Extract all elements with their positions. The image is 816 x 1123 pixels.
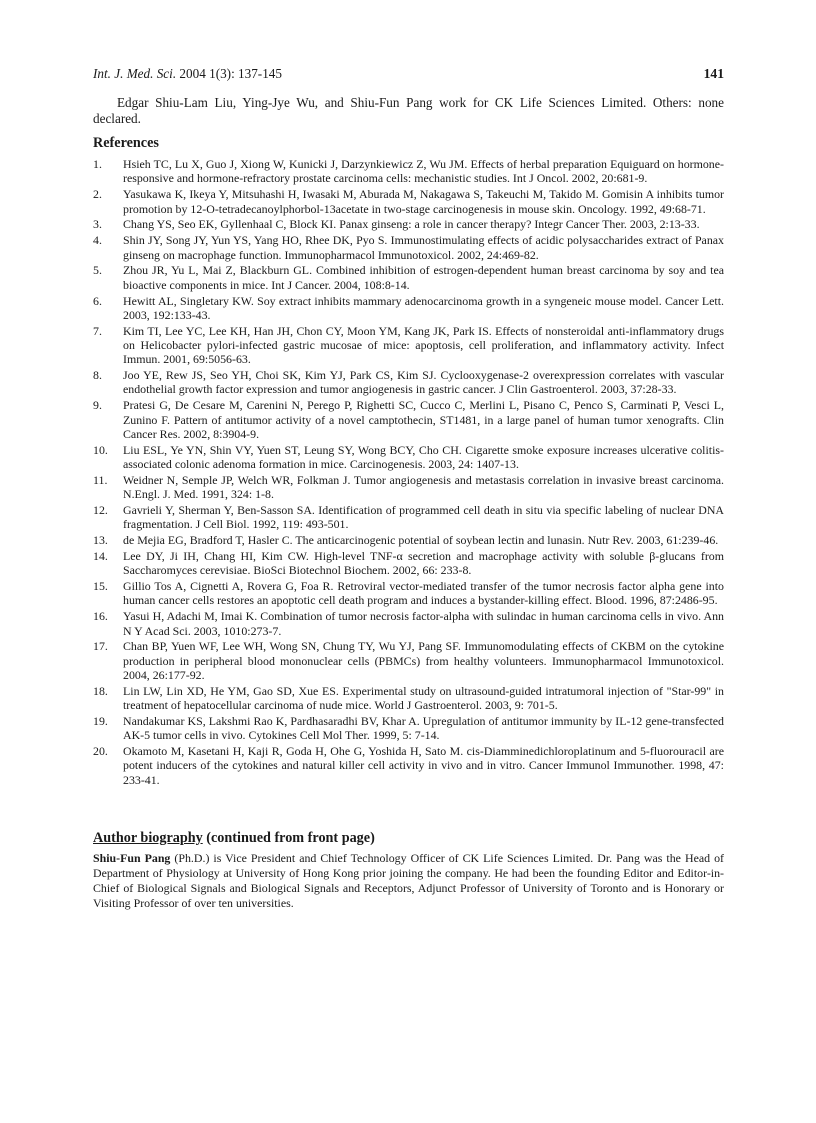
reference-item: [93, 684, 724, 713]
reference-text: Gillio Tos A, Cignetti A, Rovera G, Foa R. Retroviral vector-mediated transfer of the tumor necrosis factor alpha gene into human cancer cells restores an apoptotic cell death program and induces a bystander-killing effect. Blood. 1996, 87:2486-95.: [123, 579, 724, 608]
biography-heading-sub: (continued from front page): [202, 830, 375, 847]
page: [93, 66, 724, 911]
reference-item: [93, 187, 724, 216]
reference-list: [93, 157, 724, 787]
reference-number: 1.: [93, 157, 102, 172]
reference-item: [93, 609, 724, 638]
reference-item: [93, 744, 724, 787]
reference-text: Yasukawa K, Ikeya Y, Mitsuhashi H, Iwasaki M, Aburada M, Nakagawa S, Takeuchi M, Takido M. Gomisin A inhibits tumor promotion by 12-O-tetradecanoylphorbol-13acetate in two-stage carcinogenesis in mouse skin. Oncology. 1992, 49:68-71.: [123, 187, 724, 216]
references-heading: References: [93, 135, 159, 152]
reference-number: 6.: [93, 293, 102, 308]
reference-number: 16.: [93, 609, 108, 624]
volume-issue-pages: 2004 1(3): 137-145: [179, 66, 282, 81]
reference-item: [93, 398, 724, 441]
reference-number: 12.: [93, 503, 108, 518]
reference-number: 2.: [93, 187, 102, 202]
reference-item: [93, 714, 724, 743]
reference-item: [93, 639, 724, 682]
reference-text: Yasui H, Adachi M, Imai K. Combination of tumor necrosis factor-alpha with sulindac in human carcinoma cells in vivo. Ann N Y Acad Sci. 2003, 1010:273-7.: [123, 609, 724, 638]
reference-number: 10.: [93, 442, 108, 457]
reference-number: 13.: [93, 533, 108, 548]
running-header: [93, 66, 724, 86]
biography-heading: [93, 830, 724, 847]
reference-item: [93, 503, 724, 532]
reference-text: Pratesi G, De Cesare M, Carenini N, Perego P, Righetti SC, Cucco C, Merlini L, Pisano C, Penco S, Carminati P, Vesci L, Zunino F. Pattern of antitumor activity of a novel camptothecin, ST1481, in a large panel of human tumor xenografts. Clin Cancer Res. 2002, 8:3904-9.: [123, 398, 724, 441]
reference-item: [93, 294, 724, 323]
reference-text: Okamoto M, Kasetani H, Kaji R, Goda H, Ohe G, Yoshida H, Sato M. cis-Diamminedichloroplatinum and 5-fluorouracil are potent inducers of the cytokines and natural killer cell activity in vivo and in vitro. Cancer Immunol Immunother. 1998, 47: 233-41.: [123, 744, 724, 787]
reference-item: [93, 579, 724, 608]
reference-text: Chan BP, Yuen WF, Lee WH, Wong SN, Chung TY, Wu YJ, Pang SF. Immunomodulating effects of CKBM on the cytokine production in peripheral blood mononuclear cells (PBMCs) from healthy volunteers. Immunopharmacol Immunotoxicol. 2004, 26:177-92.: [123, 639, 724, 683]
reference-text: de Mejia EG, Bradford T, Hasler C. The anticarcinogenic potential of soybean lectin and lunasin. Nutr Rev. 2003, 61:239-46.: [123, 533, 719, 548]
reference-text: Chang YS, Seo EK, Gyllenhaal C, Block KI. Panax ginseng: a role in cancer therapy? Integr Cancer Ther. 2003, 2:13-33.: [123, 217, 700, 232]
reference-text: Weidner N, Semple JP, Welch WR, Folkman J. Tumor angiogenesis and metastasis correlation in invasive breast carcinoma. N.Engl. J. Med. 1991, 324: 1-8.: [123, 472, 724, 502]
reference-text: Lin LW, Lin XD, He YM, Gao SD, Xue ES. Experimental study on ultrasound-guided intratumoral injection of "Star-99" in treatment of hepatocellular carcinoma of nude mice. World J Gastroenterol. 2003, 9: 701-5.: [123, 683, 724, 713]
reference-number: 18.: [93, 683, 108, 698]
reference-item: [93, 443, 724, 472]
reference-text: Nandakumar KS, Lakshmi Rao K, Pardhasaradhi BV, Khar A. Upregulation of antitumor immunity by IL-12 gene-transfected AK-5 tumor cells in vivo. Cytokines Cell Mol Ther. 1999, 5: 7-14.: [123, 714, 724, 743]
reference-item: [93, 473, 724, 502]
page-number: 141: [703, 66, 724, 81]
reference-number: 4.: [93, 233, 102, 248]
reference-number: 11.: [93, 472, 108, 487]
journal-citation: [93, 66, 282, 82]
reference-item: [93, 549, 724, 578]
reference-text: Zhou JR, Yu L, Mai Z, Blackburn GL. Combined inhibition of estrogen-dependent human breast carcinoma by soy and tea bioactive components in mice. Int J Cancer. 2004, 108:8-14.: [123, 263, 724, 292]
biography-paragraph: [93, 851, 724, 911]
biography-text: (Ph.D.) is Vice President and Chief Technology Officer of CK Life Sciences Limited. Dr. Pang was the Head of Department of Physiology at University of Hong Kong prior joining the company. He had been the founding Editor and Editor-in-Chief of Biological Signals and Biological Signals and Receptors, Adjunct Professor of University of Toronto and is Honorary or Visiting Professor of over ten universities.: [93, 851, 724, 911]
reference-item: [93, 533, 724, 547]
reference-text: Gavrieli Y, Sherman Y, Ben-Sasson SA. Identification of programmed cell death in situ via specific labeling of nuclear DNA fragmentation. J Cell Biol. 1992, 119: 493-501.: [123, 503, 724, 532]
journal-name: Int. J. Med. Sci.: [93, 66, 177, 81]
reference-item: [93, 324, 724, 367]
reference-number: 5.: [93, 263, 102, 278]
reference-number: 17.: [93, 639, 108, 654]
conflict-disclosure: Edgar Shiu-Lam Liu, Ying-Jye Wu, and Shiu-Fun Pang work for CK Life Sciences Limited. Others: none declared.: [93, 95, 724, 126]
reference-text: Kim TI, Lee YC, Lee KH, Han JH, Chon CY, Moon YM, Kang JK, Park IS. Effects of nonsteroidal anti-inflammatory drugs on Helicobacter pylori-infected gastric mucosae of mice: apoptosis, cell proliferation, and inflammatory activity. Infect Immun. 2001, 69:5056-63.: [123, 323, 724, 367]
reference-item: [93, 233, 724, 262]
reference-number: 9.: [93, 398, 102, 413]
reference-item: [93, 263, 724, 292]
reference-text: Liu ESL, Ye YN, Shin VY, Yuen ST, Leung SY, Wong BCY, Cho CH. Cigarette smoke exposure increases ulcerative colitis-associated colonic adenoma formation in mice. Carcinogenesis. 2003, 24: 1407-13.: [123, 442, 724, 472]
reference-text: Hsieh TC, Lu X, Guo J, Xiong W, Kunicki J, Darzynkiewicz Z, Wu JM. Effects of herbal preparation Equiguard on hormone-responsive and hormone-refractory prostate carcinoma cells: mechanistic studies. Int J Oncol. 2002, 20:681-9.: [123, 157, 724, 186]
reference-number: 19.: [93, 714, 108, 729]
reference-number: 20.: [93, 744, 108, 759]
reference-number: 15.: [93, 579, 108, 594]
reference-number: 3.: [93, 217, 102, 232]
reference-number: 14.: [93, 549, 108, 564]
biography-heading-main: Author biography: [93, 830, 203, 847]
reference-item: [93, 157, 724, 186]
author-name: Shiu-Fun Pang: [93, 851, 171, 866]
reference-text: Hewitt AL, Singletary KW. Soy extract inhibits mammary adenocarcinoma growth in a syngeneic mouse model. Cancer Lett. 2003, 192:133-43.: [123, 293, 724, 322]
reference-text: Joo YE, Rew JS, Seo YH, Choi SK, Kim YJ, Park CS, Kim SJ. Cyclooxygenase-2 overexpression correlates with vascular endothelial growth factor expression and tumor angiogenesis in gastric cancer. J Clin Gastroenterol. 2003, 37:28-33.: [123, 368, 724, 397]
reference-number: 7.: [93, 323, 102, 338]
reference-item: [93, 217, 724, 231]
reference-text: Lee DY, Ji IH, Chang HI, Kim CW. High-level TNF-α secretion and macrophage activity with soluble β-glucans from Saccharomyces cerevisiae. BioSci Biotechnol Biochem. 2002, 66: 233-8.: [123, 549, 724, 578]
reference-number: 8.: [93, 368, 102, 383]
reference-item: [93, 368, 724, 397]
reference-text: Shin JY, Song JY, Yun YS, Yang HO, Rhee DK, Pyo S. Immunostimulating effects of acidic polysaccharides extract of Panax ginseng on macrophage function. Immunopharmacol Immunotoxicol. 2002, 24:469-82.: [123, 233, 724, 262]
